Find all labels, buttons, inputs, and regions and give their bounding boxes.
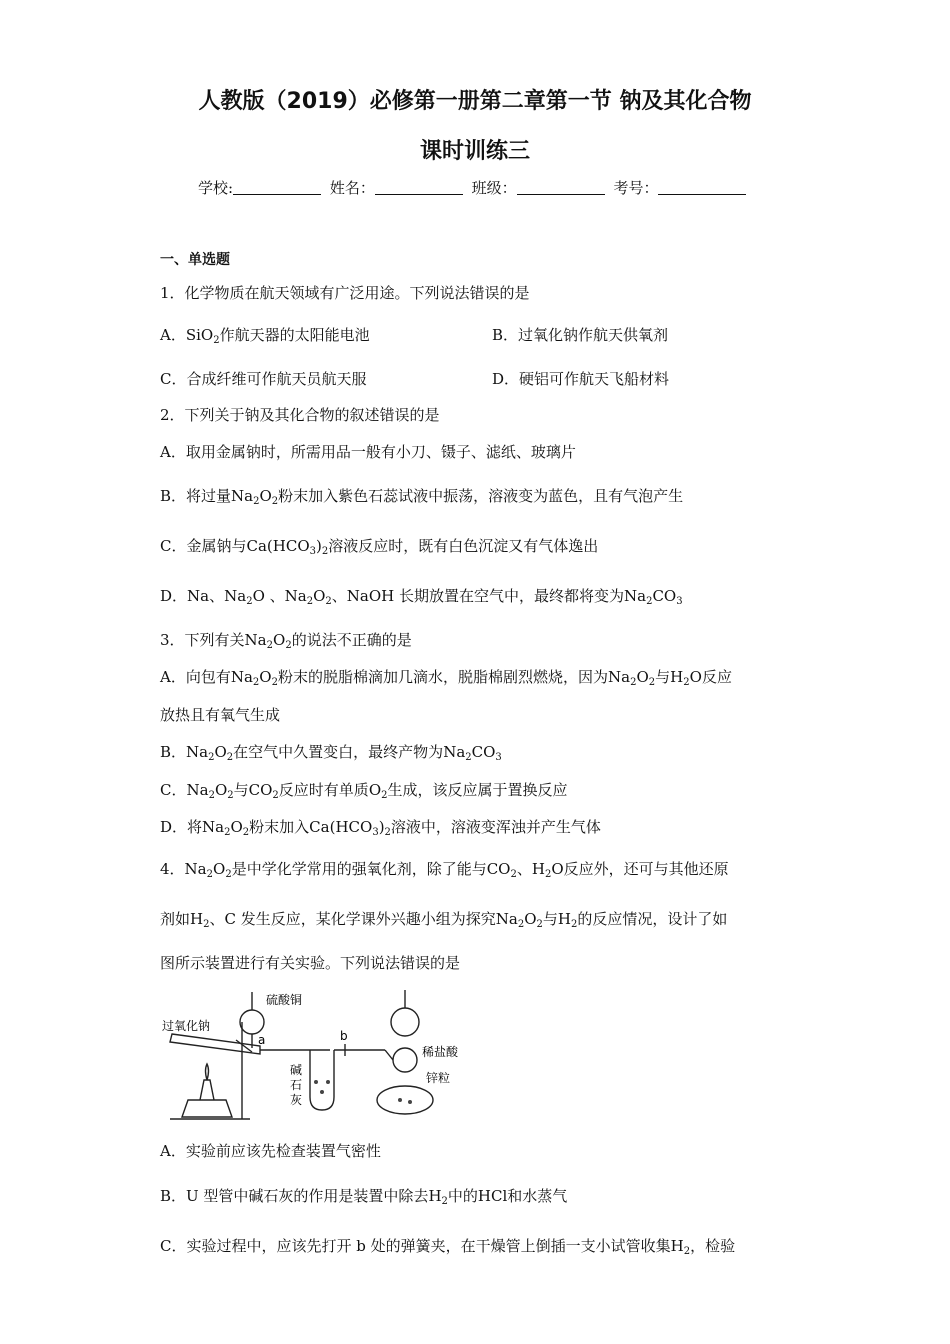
q2-option-b: B．将过量$Na_2O_2$粉末加入紫色石蕊试液中振荡，溶液变为蓝色，且有气泡产生	[160, 487, 684, 507]
q4-stem-line1: 4．$Na_2O_2$是中学化学常用的强氧化剂，除了能与$CO_2$、$H_2O$反应外，还可与其他还原	[160, 860, 729, 880]
label-a: a	[258, 1033, 266, 1047]
school-blank[interactable]	[233, 180, 321, 195]
apparatus-diagram	[160, 982, 470, 1122]
kipp-middle-bulb	[393, 1048, 417, 1072]
student-info-line	[198, 177, 750, 198]
school-label: 学校:	[198, 179, 234, 197]
page-title: 人教版（2019）必修第一册第二章第一节 钠及其化合物	[198, 89, 752, 114]
exam-no-label: 考号：	[613, 179, 659, 197]
u-tube	[310, 1050, 334, 1110]
q3-option-a-line1: A．向包有$Na_2O_2$粉末的脱脂棉滴加几滴水，脱脂棉剧烈燃烧，因为$Na_2O_2$与$H_2O$反应	[160, 668, 732, 688]
q1-stem: 1．化学物质在航天领域有广泛用途。下列说法错误的是	[160, 284, 530, 302]
label-lime-1: 碱	[290, 1063, 303, 1077]
exam-no-blank[interactable]	[658, 180, 746, 195]
alcohol-lamp-body	[182, 1100, 232, 1117]
q4-option-a: A．实验前应该先检查装置气密性	[160, 1142, 381, 1160]
name-label: 姓名：	[329, 179, 375, 197]
class-label: 班级：	[471, 179, 517, 197]
lamp-neck	[200, 1080, 214, 1100]
q2-stem: 2．下列关于钠及其化合物的叙述错误的是	[160, 406, 440, 424]
kipp-top-bulb	[391, 1008, 419, 1036]
label-copper-sulfate: 硫酸铜	[266, 993, 303, 1007]
drying-tube-bulb	[240, 1010, 264, 1034]
q3-option-d: D．将$Na_2O_2$粉末加入$Ca(HCO_3)_2$溶液中，溶液变浑浊并产生气体	[160, 818, 601, 838]
q4-stem-line3: 图所示装置进行有关实验。下列说法错误的是	[160, 954, 461, 972]
label-sodium-peroxide: 过氧化钠	[162, 1019, 211, 1033]
apparatus-figure	[160, 982, 470, 1122]
kipp-outlet	[385, 1050, 393, 1060]
q2-option-a: A．取用金属钠时，所需用品一般有小刀、镊子、滤纸、玻璃片	[160, 443, 576, 461]
q1-option-a: A．SiO$_2$作航天器的太阳能电池	[160, 326, 370, 346]
label-lime-3: 灰	[290, 1093, 303, 1107]
q2-option-c: C．金属钠与$Ca(HCO_3)_2$溶液反应时，既有白色沉淀又有气体逸出	[160, 537, 599, 557]
q4-option-c: C．实验过程中，应该先打开 b 处的弹簧夹，在干燥管上倒插一支小试管收集$H_2$，检验	[160, 1237, 736, 1257]
q1-option-d: D．硬铝可作航天飞船材料	[492, 370, 670, 388]
q2-option-d: D．Na、$Na_2O$ 、$Na_2O_2$、NaOH 长期放置在空气中，最终都将变为$Na_2CO_3$	[160, 587, 683, 607]
q1-option-b: B．过氧化钠作航天供氧剂	[492, 326, 669, 344]
q3-option-a-line2: 放热且有氧气生成	[160, 706, 281, 724]
clamp	[236, 1040, 252, 1052]
flame	[206, 1064, 209, 1080]
q3-option-c: C．$Na_2O_2$与$CO_2$反应时有单质$O_2$生成，该反应属于置换反应	[160, 781, 568, 801]
page-subtitle: 课时训练三	[419, 139, 530, 164]
q4-stem-line2: 剂如$H_2$、C 发生反应，某化学课外兴趣小组为探究$Na_2O_2$与$H_2$的反应情况，设计了如	[160, 910, 728, 930]
label-dilute-hcl: 稀盐酸	[422, 1045, 459, 1059]
q3-stem: 3．下列有关$Na_2O_2$的说法不正确的是	[160, 631, 412, 651]
name-blank[interactable]	[375, 180, 463, 195]
class-blank[interactable]	[517, 180, 605, 195]
section-title: 一、单选题	[160, 252, 230, 268]
kipp-bottom-bulb	[377, 1086, 433, 1114]
label-b: b	[340, 1029, 348, 1043]
label-zinc: 锌粒	[426, 1071, 451, 1085]
reaction-tube	[170, 1034, 260, 1054]
q1-option-c: C．合成纤维可作航天员航天服	[160, 370, 367, 388]
q3-option-b: B．$Na_2O_2$在空气中久置变白，最终产物为$Na_2CO_3$	[160, 743, 502, 763]
q4-option-b: B．U 型管中碱石灰的作用是装置中除去$H_2$中的HCl和水蒸气	[160, 1187, 568, 1207]
label-lime-2: 石	[290, 1078, 303, 1092]
